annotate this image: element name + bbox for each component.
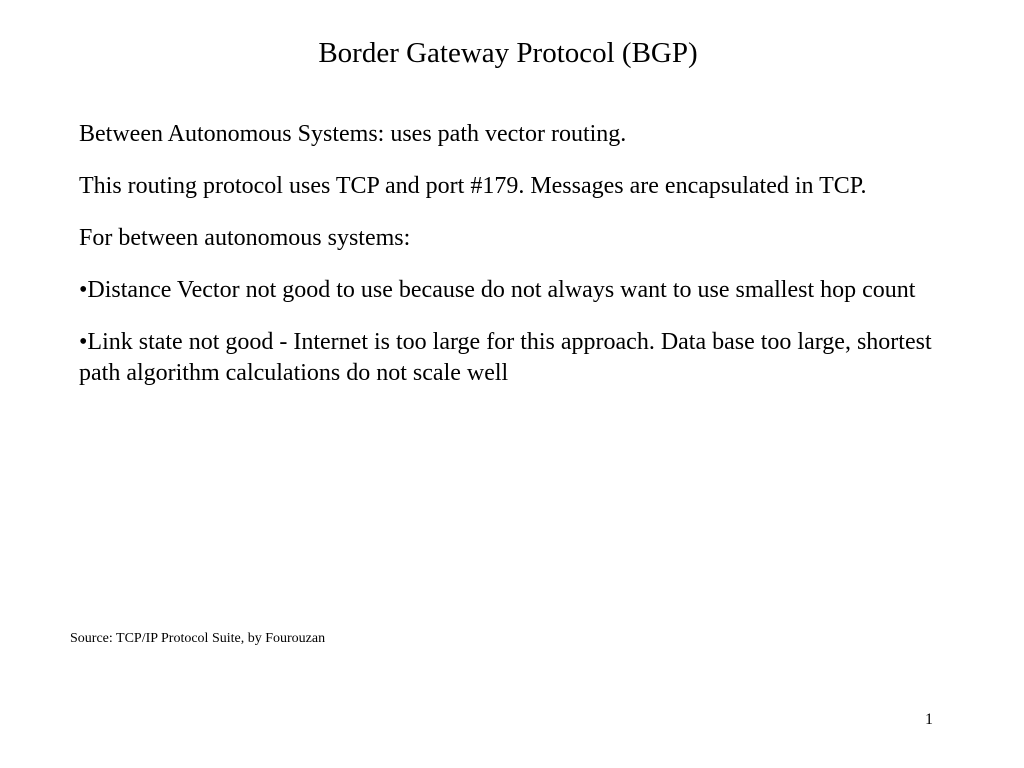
paragraph-intro: Between Autonomous Systems: uses path vector routing. (79, 121, 627, 147)
slide-title: Border Gateway Protocol (BGP) (318, 37, 698, 69)
bullet-distance-vector: •Distance Vector not good to use because do not always want to use smallest hop count (79, 277, 916, 303)
paragraph-between-as: For between autonomous systems: (79, 225, 411, 251)
source-citation: Source: TCP/IP Protocol Suite, by Fourouzan (70, 631, 326, 646)
paragraph-tcp-port: This routing protocol uses TCP and port #179. Messages are encapsulated in TCP. (79, 173, 867, 199)
bullet-link-state: •Link state not good - Internet is too large for this approach. Data base too large, shortest path algorithm calculations do not scale well (79, 329, 932, 386)
slide-body (79, 119, 959, 410)
page-number: 1 (925, 711, 933, 728)
